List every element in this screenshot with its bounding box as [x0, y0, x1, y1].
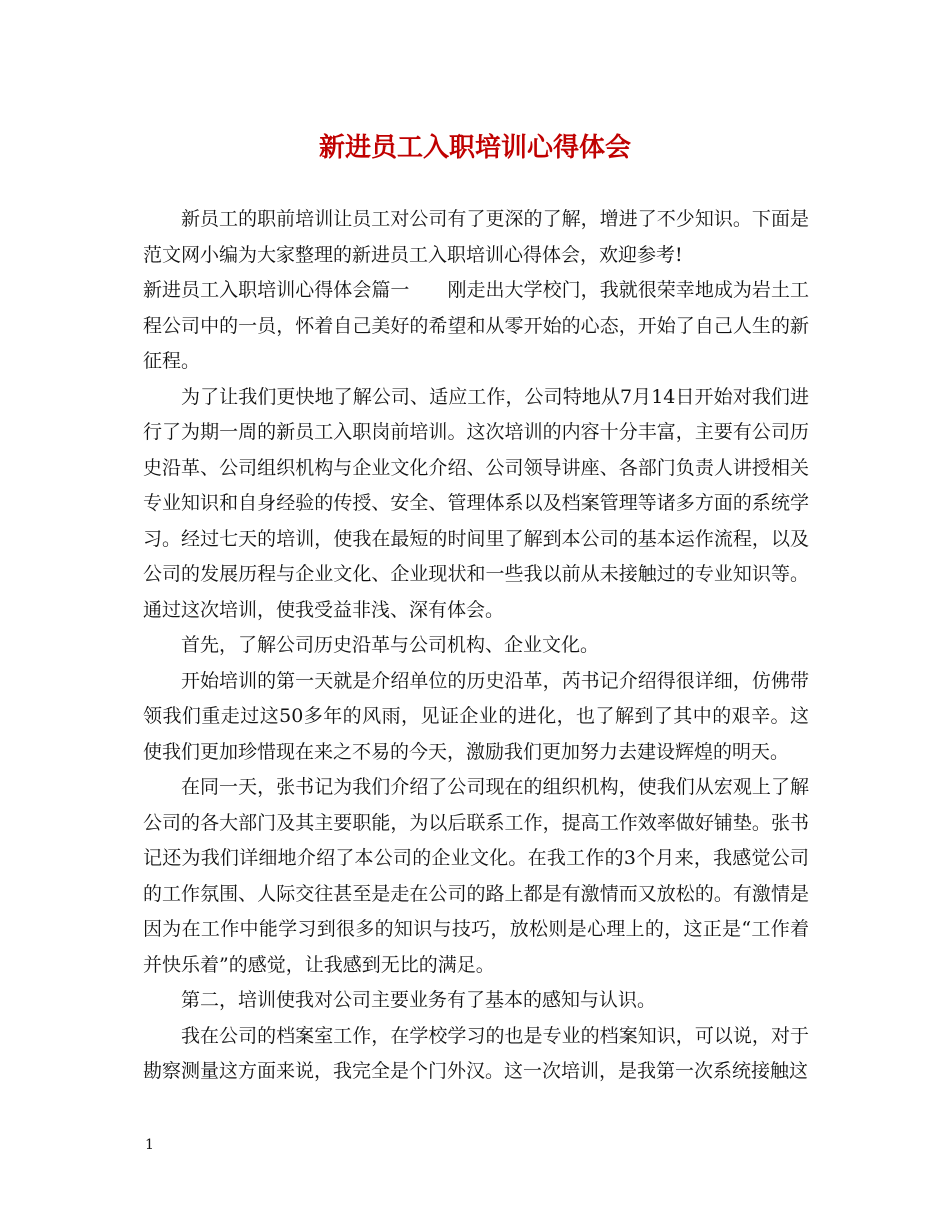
paragraph-first-point: 首先，了解公司历史沿革与公司机构、企业文化。 — [181, 634, 600, 656]
paragraph-training-overview: 为了让我们更快地了解公司、适应工作，公司特地从7月14日开始对我们进行了为期一周的新员工入职岗前培训。这次培训的内容十分丰富，主要有公司历史沿革、公司组织机构与企业文化介绍、公司领导讲座、各部门负责人讲授相关专业知识和自身经验的传授、安全、管理体系以及档案管理等诸多方面的系统学习。经过七天的培训，使我在最短的时间里了解到本公司的基本运作流程，以及公司的发展历程与企业文化、企业现状和一些我以前从未接触过的专业知识等。通过这次培训，使我受益非浅、深有体会。 — [143, 385, 809, 621]
paragraph-organization-culture: 在同一天，张书记为我们介绍了公司现在的组织机构，使我们从宏观上了解公司的各大部门及其主要职能，为以后联系工作，提高工作效率做好铺垫。张书记还为我们详细地介绍了本公司的企业文化。在我工作的3个月来，我感觉公司的工作氛围、人际交往甚至是走在公司的路上都是有激情而又放松的。有激情是因为在工作中能学习到很多的知识与技巧，放松则是心理上的，这正是“工作着并快乐着”的感觉，让我感到无比的满足。 — [143, 776, 809, 976]
paragraph-history: 开始培训的第一天就是介绍单位的历史沿革，芮书记介绍得很详细，仿佛带领我们重走过这50多年的风雨，见证企业的进化，也了解到了其中的艰辛。这使我们更加珍惜现在来之不易的今天，激励我们更加努力去建设辉煌的明天。 — [143, 669, 809, 763]
page-number: 1 — [145, 1137, 154, 1153]
document-body — [143, 202, 809, 1090]
paragraph-essay-one-opening: 新进员工入职培训心得体会篇一 刚走出大学校门，我就很荣幸地成为岩土工程公司中的一员，怀着自己美好的希望和从零开始的心态，开始了自己人生的新征程。 — [143, 279, 809, 372]
document-title: 新进员工入职培训心得体会 — [318, 133, 631, 163]
paragraph-intro: 新员工的职前培训让员工对公司有了更深的了解，增进了不少知识。下面是范文网小编为大家整理的新进员工入职培训心得体会，欢迎参考! — [143, 208, 809, 266]
paragraph-second-point: 第二，培训使我对公司主要业务有了基本的感知与认识。 — [181, 989, 657, 1011]
paragraph-archive-work: 我在公司的档案室工作，在学校学习的也是专业的档案知识，可以说，对于勘察测量这方面来说，我完全是个门外汉。这一次培训，是我第一次系统接触这 — [143, 1024, 809, 1082]
